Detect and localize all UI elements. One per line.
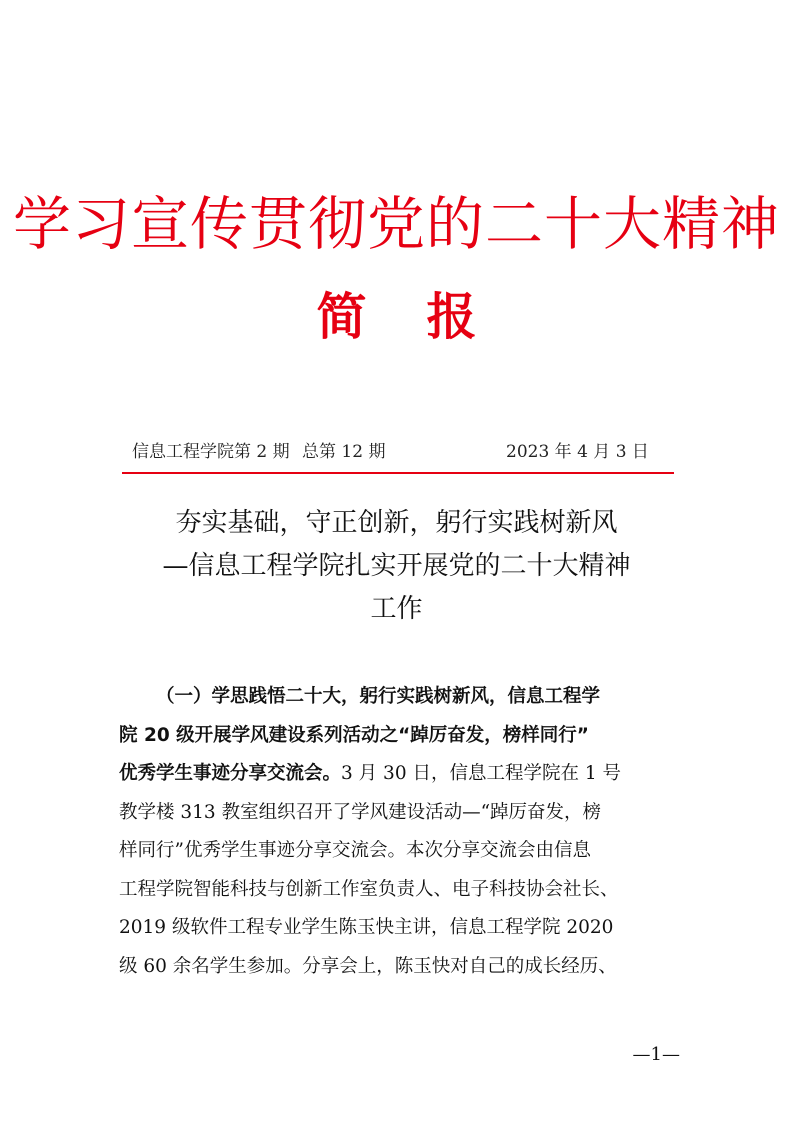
headline-line-1: 夯实基础，守正创新，躬行实践树新风 — [175, 508, 618, 538]
body-line — [119, 871, 679, 910]
body-lead-text: 院 20 级开展学风建设系列活动之“踔厉奋发，榜样同行” — [119, 724, 589, 746]
body-line — [119, 755, 679, 794]
page-number: —1— — [632, 1044, 680, 1065]
issue-unit-number: 信息工程学院第 2 期 — [132, 442, 290, 462]
body-plain-text: 样同行”优秀学生事迹分享交流会。本次分享交流会由信息 — [119, 840, 591, 861]
masthead-subtitle: 简报 — [316, 287, 537, 346]
issue-date: 2023 年 4 月 3 日 — [506, 442, 649, 462]
body-plain-text: 级 60 余名学生参加。分享会上，陈玉快对自己的成长经历、 — [119, 955, 617, 977]
issue-total-number: 总第 12 期 — [302, 442, 386, 462]
body-lead-text: （一）学思践悟二十大，躬行实践树新风，信息工程学 — [156, 686, 601, 707]
body-plain-text: 2019 级软件工程专业学生陈玉快主讲，信息工程学院 2020 — [119, 917, 614, 938]
headline-line-2: —信息工程学院扎实开展党的二十大精神 — [162, 551, 631, 581]
headline-line-3: 工作 — [370, 594, 423, 624]
article-body — [119, 678, 679, 986]
body-line — [119, 948, 679, 987]
article-headline — [100, 502, 693, 631]
issue-info-line — [126, 438, 686, 466]
body-plain-text: 教学楼 313 教室组织召开了学风建设活动—“踔厉奋发，榜 — [119, 801, 602, 823]
body-line — [119, 717, 679, 756]
body-line — [119, 832, 679, 871]
red-divider-rule — [122, 472, 674, 474]
body-plain-text: 工程学院智能科技与创新工作室负责人、电子科技协会社长、 — [119, 878, 619, 900]
body-line — [119, 909, 679, 948]
body-line — [119, 794, 679, 833]
body-plain-text: 3 月 30 日，信息工程学院在 1 号 — [341, 763, 622, 784]
body-line — [119, 678, 679, 717]
body-lead-text: 优秀学生事迹分享交流会。 — [119, 763, 342, 784]
masthead-title: 学习宣传贯彻党的二十大精神 — [12, 190, 780, 258]
